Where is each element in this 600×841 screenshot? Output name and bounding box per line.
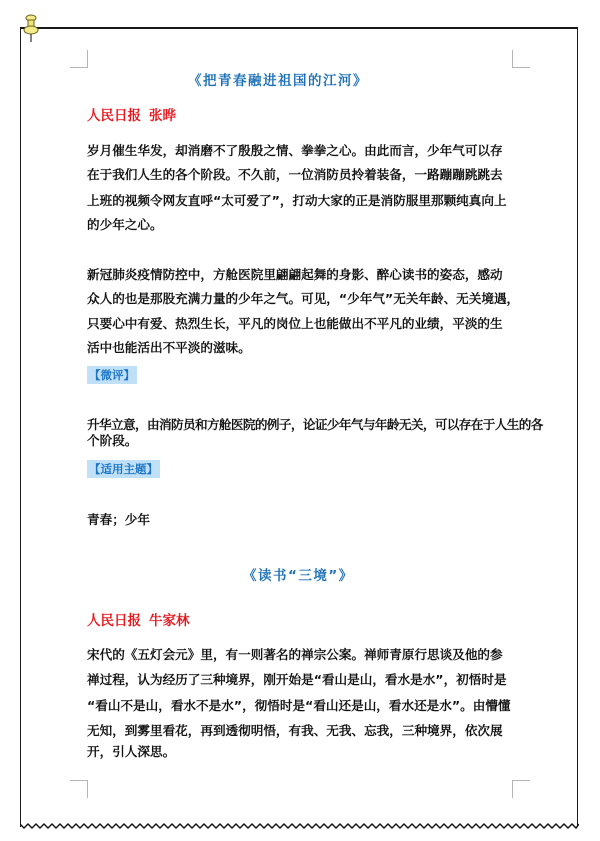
page-torn-edge	[20, 820, 579, 832]
pushpin-icon	[20, 14, 42, 44]
paragraph-line: 个阶段。	[87, 433, 138, 448]
paragraph-line: 在于我们人生的各个阶段。不久前，一位消防员拎着装备，一路蹦蹦跳跳去	[87, 167, 503, 182]
article-byline	[87, 104, 176, 124]
margin-corner-mark	[512, 50, 530, 68]
article-title: 《把青春融进祖国的江河》	[188, 73, 368, 89]
paragraph-line: 岁月催生华发，却消磨不了殷殷之情、拳拳之心。由此而言，少年气可以存	[87, 143, 503, 158]
paragraph-line: 活中也能活出不平淡的滋味。	[87, 340, 251, 355]
paragraph-line: 无知，到雾里看花，再到透彻明悟，有我、无我、忘我，三种境界，依次展	[87, 723, 503, 738]
margin-corner-mark	[70, 780, 88, 798]
margin-corner-mark	[512, 780, 530, 798]
paragraph-line: 开，引人深思。	[87, 744, 176, 759]
paragraph-line: 众人的也是那股充满力量的少年之气。可见，“少年气”无关年龄、无关境遇，	[87, 291, 520, 306]
paragraph-line: “看山不是山，看水不是水”，彻悟时是“看山还是山，看水还是水”。由懵懂	[87, 698, 511, 713]
source-name: 人民日报	[87, 108, 141, 124]
margin-corner-mark	[70, 50, 88, 68]
paragraph-line: 的少年之心。	[87, 217, 163, 232]
paragraph-line: 只要心中有爱、热烈生长，平凡的岗位上也能做出不平凡的业绩，平淡的生	[87, 316, 503, 331]
themes-text: 青春；少年	[87, 512, 150, 527]
paragraph-line: 宋代的《五灯会元》里，有一则著名的禅宗公案。禅师青原行思谈及他的参	[87, 647, 503, 662]
paragraph-line: 禅过程，认为经历了三种境界，刚开始是“看山是山，看水是水”，初悟时是	[87, 672, 507, 687]
paragraph-line: 上班的视频令网友直呼“太可爱了”，打动大家的正是消防服里那颗纯真向上	[87, 193, 507, 208]
article-title: 《读书“三境”》	[243, 568, 354, 584]
source-name: 人民日报	[87, 613, 141, 629]
paragraph-line: 新冠肺炎疫情防控中，方舱医院里翩翩起舞的身影、醉心读书的姿态，感动	[87, 267, 503, 282]
author-name: 张晔	[149, 108, 176, 124]
theme-tag: 【适用主题】	[89, 462, 158, 476]
article-byline	[87, 609, 190, 629]
paragraph-line: 升华立意，由消防员和方舱医院的例子，论证少年气与年龄无关，可以存在于人生的各	[87, 417, 543, 432]
author-name: 牛家林	[149, 613, 190, 629]
comment-tag: 【微评】	[89, 368, 135, 382]
